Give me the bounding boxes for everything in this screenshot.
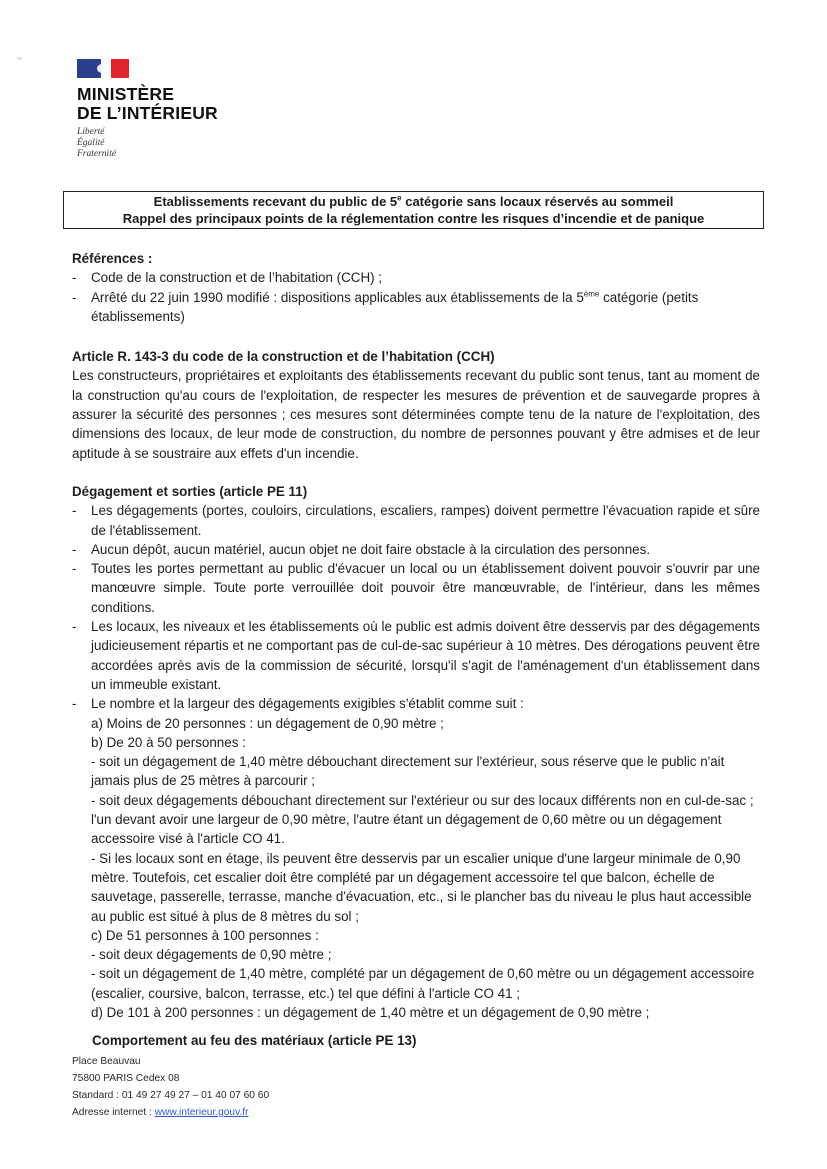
website-link[interactable]: www.interieur.gouv.fr: [154, 1107, 249, 1118]
marianne-flag-icon: [77, 59, 129, 78]
footer-phone: Standard : 01 49 27 49 27 – 01 40 07 60 60: [72, 1090, 270, 1101]
article-r143-body: Les constructeurs, propriétaires et exploitants des établissements recevant du public sont tenus, tant au moment de la construction qu'au cours de l'exploitation, de respecter les mesures de prévention et de sauvegarde propres à assurer la sécurité des personnes ; ces mesures sont déterminées compte tenu de la nature de l'exploitation, des dimensions des locaux, de leur mode de construction, du nombre de personnes pouvant y être admises et de leur aptitude à se soustraire aux effets d'un incendie.: [72, 368, 760, 461]
references-heading: Références :: [72, 251, 153, 266]
title-line-1: Etablissements recevant du public de 5e catégorie sans locaux réservés au sommeil: [153, 193, 674, 209]
article-r143-heading: Article R. 143-3 du code de la construction et de l’habitation (CCH): [72, 349, 495, 365]
materiaux-heading: Comportement au feu des matériaux (article PE 13): [92, 1033, 417, 1048]
degagement-item: - Les dégagements (portes, couloirs, circulations, escaliers, rampes) doivent permettre l'évacuation rapide et sûre de l'établissement.: [72, 501, 760, 540]
reference-item: - Arrêté du 22 juin 1990 modifié : dispositions applicables aux établissements de la 5ème catégorie (petits établissements): [72, 288, 760, 327]
title-line-2: Rappel des principaux points de la réglementation contre les risques d’incendie et de panique: [122, 211, 705, 226]
scan-artifact: [17, 57, 22, 60]
degagement-item: - Le nombre et la largeur des dégagements exigibles s'établit comme suit :: [72, 694, 760, 713]
footer-web: Adresse internet : www.interieur.gouv.fr: [72, 1107, 249, 1118]
width-rule: - Si les locaux sont en étage, ils peuvent être desservis par un escalier unique d'une largeur minimale de 0,90 mètre. Toutefois, cet escalier doit être complété par un dégagement accessoire tel que balcon, échelle de sauvetage, passerelle, terrasse, manche d'évacuation, etc., si le plancher bas du niveau le plus haut accessible au public est situé à plus de 8 mètres du sol ;: [91, 850, 752, 924]
footer-address: [72, 1053, 269, 1121]
width-rule: c) De 51 personnes à 100 personnes :: [91, 927, 319, 943]
width-rule: a) Moins de 20 personnes : un dégagement de 0,90 mètre ;: [91, 715, 444, 731]
document-title: [63, 191, 764, 229]
ministry-logo: [77, 59, 218, 160]
degagement-item: - Aucun dépôt, aucun matériel, aucun objet ne doit faire obstacle à la circulation des personnes.: [72, 540, 760, 559]
footer-street: Place Beauvau: [72, 1056, 141, 1067]
reference-item: - Code de la construction et de l’habitation (CCH) ;: [72, 268, 760, 287]
width-rule: - soit un dégagement de 1,40 mètre débouchant directement sur l'extérieur, sous réserve que le public n'ait jamais plus de 25 mètres à parcourir ;: [91, 754, 725, 789]
degagement-item: - Toutes les portes permettant au public d'évacuer un local ou un établissement doivent pouvoir s'ouvrir par une manœuvre simple. Toute porte verrouillée doit pouvoir être manœuvrable, de l'intérieur, dans les mêmes conditions.: [72, 559, 760, 617]
footer-city: 75800 PARIS Cedex 08: [72, 1073, 180, 1084]
references-list: [72, 268, 760, 326]
document-body: [72, 249, 760, 1022]
width-rule: b) De 20 à 50 personnes :: [91, 734, 246, 750]
degagements-list: [72, 501, 760, 713]
degagement-widths-list: [72, 714, 760, 1023]
republic-motto: Liberté Égalité Fraternité: [77, 127, 117, 159]
width-rule: - soit deux dégagements de 0,90 mètre ;: [91, 947, 332, 963]
width-rule: - soit un dégagement de 1,40 mètre, complété par un dégagement de 0,60 mètre ou un dégagement accessoire (escalier, coursive, balcon, terrasse, etc.) tel que défini à l'article CO 41 ;: [91, 966, 755, 1001]
width-rule: - soit deux dégagements débouchant directement sur l'extérieur ou sur des locaux différents non en cul-de-sac ; l'un devant avoir une largeur de 0,90 mètre, l'autre étant un dégagement de 0,60 mètre ou un dégagement accessoire visé à l'article CO 41.: [91, 792, 754, 847]
ministry-name: MINISTÈRE DE L’INTÉRIEUR: [77, 84, 218, 123]
degagements-heading: Dégagement et sorties (article PE 11): [72, 483, 308, 499]
width-rule: d) De 101 à 200 personnes : un dégagement de 1,40 mètre et un dégagement de 0,90 mètre ;: [91, 1004, 650, 1020]
degagement-item: - Les locaux, les niveaux et les établissements où le public est admis doivent être desservis par des dégagements judicieusement répartis et ne comportant pas de cul-de-sac supérieur à 10 mètres. Des dérogations peuvent être accordées après avis de la commission de sécurité, lorsqu'il s'agit de l'aménagement d'un établissement dans un immeuble existant.: [72, 617, 760, 694]
